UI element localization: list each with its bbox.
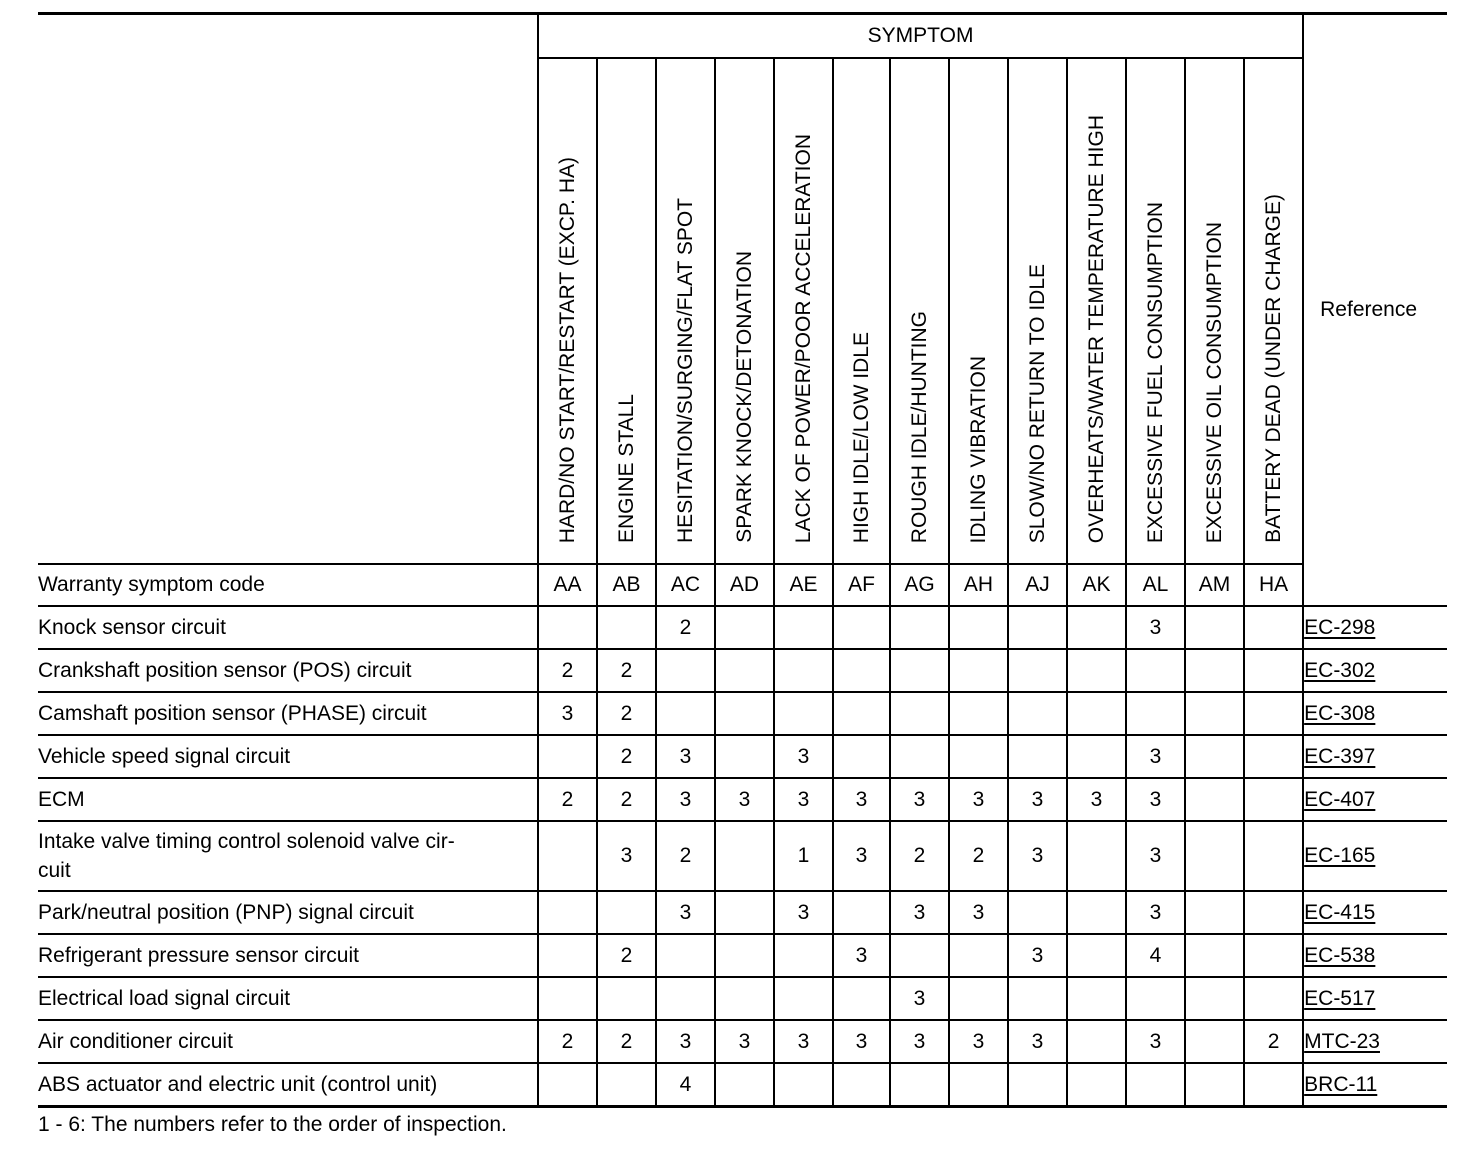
table-row [38, 1020, 1447, 1063]
symptom-header-label: ENGINE STALL [614, 394, 638, 543]
reference-cell [1303, 1020, 1447, 1063]
inspection-order-cell [1126, 692, 1185, 735]
warranty-code: AM [1185, 564, 1244, 606]
symptom-header-label: LACK OF POWER/POOR ACCELERATION [791, 133, 815, 543]
inspection-order-cell [833, 735, 890, 778]
inspection-order-cell [1244, 821, 1303, 891]
symptom-header [538, 58, 597, 564]
inspection-order-cell [1067, 1020, 1126, 1063]
inspection-order-cell: 3 [833, 821, 890, 891]
inspection-order-cell: 3 [1008, 1020, 1067, 1063]
table-row [38, 692, 1447, 735]
inspection-order-cell [538, 821, 597, 891]
component-label: Vehicle speed signal circuit [38, 735, 538, 778]
inspection-order-cell: 3 [656, 1020, 715, 1063]
inspection-order-cell [1244, 934, 1303, 977]
inspection-order-cell [949, 934, 1008, 977]
inspection-order-cell: 3 [656, 778, 715, 821]
inspection-order-cell [1244, 891, 1303, 934]
inspection-order-cell: 3 [949, 778, 1008, 821]
footnote: 1 - 6: The numbers refer to the order of inspection. [38, 1113, 507, 1136]
symptom-header [1126, 58, 1185, 564]
reference-cell [1303, 891, 1447, 934]
inspection-order-cell: 3 [890, 1020, 949, 1063]
symptom-group-header: SYMPTOM [538, 14, 1303, 59]
inspection-order-cell [1185, 735, 1244, 778]
inspection-order-cell: 3 [1067, 778, 1126, 821]
symptom-header-label: HESITATION/SURGING/FLAT SPOT [673, 198, 697, 543]
inspection-order-cell [833, 606, 890, 649]
symptom-matrix-table [38, 12, 1447, 1108]
inspection-order-cell [949, 606, 1008, 649]
component-label: Air conditioner circuit [38, 1020, 538, 1063]
inspection-order-cell [774, 934, 833, 977]
warranty-code-label: Warranty symptom code [38, 564, 538, 606]
reference-link[interactable]: EC-165 [1304, 844, 1376, 867]
inspection-order-cell [1185, 649, 1244, 692]
inspection-order-cell [538, 934, 597, 977]
reference-cell [1303, 934, 1447, 977]
inspection-order-cell [1185, 1063, 1244, 1107]
inspection-order-cell [1067, 934, 1126, 977]
symptom-header-label: HARD/NO START/RESTART (EXCP. HA) [555, 156, 579, 543]
reference-cell [1303, 692, 1447, 735]
inspection-order-cell [1244, 977, 1303, 1020]
symptom-header [656, 58, 715, 564]
symptom-header [1067, 58, 1126, 564]
inspection-order-cell [1185, 606, 1244, 649]
symptom-header [1244, 58, 1303, 564]
inspection-order-cell: 3 [1008, 934, 1067, 977]
inspection-order-cell [656, 692, 715, 735]
inspection-order-cell: 2 [890, 821, 949, 891]
inspection-order-cell: 3 [597, 821, 656, 891]
inspection-order-cell [597, 891, 656, 934]
inspection-order-cell [1126, 649, 1185, 692]
inspection-order-cell [833, 977, 890, 1020]
inspection-order-cell: 3 [1126, 1020, 1185, 1063]
symptom-header [597, 58, 656, 564]
symptom-header-label: HIGH IDLE/LOW IDLE [849, 331, 873, 543]
inspection-order-cell: 3 [656, 735, 715, 778]
inspection-order-cell [715, 891, 774, 934]
inspection-order-cell: 2 [597, 735, 656, 778]
inspection-order-cell [538, 977, 597, 1020]
inspection-order-cell [949, 1063, 1008, 1107]
inspection-order-cell [1244, 1063, 1303, 1107]
inspection-order-cell: 3 [774, 1020, 833, 1063]
warranty-code: AH [949, 564, 1008, 606]
symptom-header-label: EXCESSIVE OIL CONSUMPTION [1202, 221, 1226, 543]
inspection-order-cell [1185, 778, 1244, 821]
inspection-order-cell [715, 934, 774, 977]
warranty-code: AA [538, 564, 597, 606]
inspection-order-cell [1185, 1020, 1244, 1063]
inspection-order-cell [538, 891, 597, 934]
inspection-order-cell: 2 [538, 1020, 597, 1063]
warranty-code: AF [833, 564, 890, 606]
inspection-order-cell [890, 735, 949, 778]
warranty-code: AK [1067, 564, 1126, 606]
symptom-header-label: SLOW/NO RETURN TO IDLE [1025, 263, 1049, 543]
inspection-order-cell [715, 1063, 774, 1107]
inspection-order-cell [774, 977, 833, 1020]
symptom-header [1185, 58, 1244, 564]
reference-cell [1303, 977, 1447, 1020]
inspection-order-cell: 3 [774, 735, 833, 778]
reference-cell [1303, 821, 1447, 891]
inspection-order-cell [1067, 649, 1126, 692]
inspection-order-cell [1185, 692, 1244, 735]
inspection-order-cell [1185, 891, 1244, 934]
inspection-order-cell [1067, 735, 1126, 778]
component-rows [38, 606, 1447, 1107]
inspection-order-cell [833, 649, 890, 692]
inspection-order-cell [715, 649, 774, 692]
inspection-order-cell [949, 649, 1008, 692]
inspection-order-cell [1067, 891, 1126, 934]
component-label: ECM [38, 778, 538, 821]
table-row [38, 977, 1447, 1020]
inspection-order-cell: 3 [1008, 778, 1067, 821]
inspection-order-cell [1244, 606, 1303, 649]
inspection-order-cell [656, 934, 715, 977]
inspection-order-cell [1008, 977, 1067, 1020]
symptom-header [890, 58, 949, 564]
inspection-order-cell [597, 1063, 656, 1107]
component-label: Knock sensor circuit [38, 606, 538, 649]
component-label: Intake valve timing control solenoid valve cir- cuit [38, 821, 538, 891]
warranty-code: AG [890, 564, 949, 606]
inspection-order-cell [1244, 778, 1303, 821]
inspection-order-cell [715, 692, 774, 735]
inspection-order-cell [1008, 649, 1067, 692]
inspection-order-cell [774, 692, 833, 735]
table-row [38, 649, 1447, 692]
inspection-order-cell: 3 [1008, 821, 1067, 891]
inspection-order-cell [1008, 692, 1067, 735]
warranty-code: AD [715, 564, 774, 606]
inspection-order-cell: 3 [1126, 778, 1185, 821]
inspection-order-cell: 3 [890, 977, 949, 1020]
inspection-order-cell [538, 1063, 597, 1107]
component-label: Park/neutral position (PNP) signal circuit [38, 891, 538, 934]
inspection-order-cell [1008, 1063, 1067, 1107]
reference-cell [1303, 735, 1447, 778]
reference-link[interactable]: EC-407 [1304, 787, 1376, 811]
inspection-order-cell: 3 [833, 1020, 890, 1063]
inspection-order-cell: 3 [890, 778, 949, 821]
table-row [38, 606, 1447, 649]
inspection-order-cell: 2 [1244, 1020, 1303, 1063]
inspection-order-cell: 3 [890, 891, 949, 934]
inspection-order-cell [1244, 692, 1303, 735]
component-label: Refrigerant pressure sensor circuit [38, 934, 538, 977]
warranty-code: AL [1126, 564, 1185, 606]
reference-cell [1303, 606, 1447, 649]
inspection-order-cell: 2 [656, 821, 715, 891]
inspection-order-cell: 4 [656, 1063, 715, 1107]
warranty-code: AJ [1008, 564, 1067, 606]
inspection-order-cell [1067, 692, 1126, 735]
inspection-order-cell: 3 [949, 1020, 1008, 1063]
inspection-order-cell: 4 [1126, 934, 1185, 977]
component-label: Crankshaft position sensor (POS) circuit [38, 649, 538, 692]
reference-cell [1303, 778, 1447, 821]
reference-link[interactable]: EC-302 [1304, 658, 1376, 682]
inspection-order-cell [890, 692, 949, 735]
symptom-header [774, 58, 833, 564]
inspection-order-cell [1067, 977, 1126, 1020]
inspection-order-cell [774, 1063, 833, 1107]
inspection-order-cell [715, 821, 774, 891]
reference-link[interactable]: EC-298 [1304, 615, 1376, 639]
inspection-order-cell [1067, 606, 1126, 649]
symptom-header [833, 58, 890, 564]
inspection-order-cell [597, 606, 656, 649]
inspection-order-cell [656, 649, 715, 692]
symptom-header-label: ROUGH IDLE/HUNTING [907, 310, 931, 543]
table-row [38, 1063, 1447, 1107]
inspection-order-cell: 3 [1126, 735, 1185, 778]
inspection-order-cell [949, 977, 1008, 1020]
symptom-header-label: IDLING VIBRATION [966, 355, 990, 543]
inspection-order-cell [715, 606, 774, 649]
inspection-order-cell [890, 606, 949, 649]
inspection-order-cell: 2 [597, 934, 656, 977]
inspection-order-cell [1126, 977, 1185, 1020]
inspection-order-cell: 3 [538, 692, 597, 735]
inspection-order-cell [1008, 735, 1067, 778]
symptom-header [715, 58, 774, 564]
inspection-order-cell: 2 [656, 606, 715, 649]
warranty-code: AE [774, 564, 833, 606]
inspection-order-cell [1244, 735, 1303, 778]
inspection-order-cell [833, 891, 890, 934]
inspection-order-cell [1067, 821, 1126, 891]
inspection-order-cell: 3 [715, 778, 774, 821]
component-label: Camshaft position sensor (PHASE) circuit [38, 692, 538, 735]
inspection-order-cell [1008, 606, 1067, 649]
inspection-order-cell: 1 [774, 821, 833, 891]
reference-link[interactable]: EC-308 [1304, 701, 1376, 725]
inspection-order-cell: 3 [715, 1020, 774, 1063]
inspection-order-cell [1067, 1063, 1126, 1107]
inspection-order-cell: 3 [656, 891, 715, 934]
warranty-code: AC [656, 564, 715, 606]
symptom-header [949, 58, 1008, 564]
reference-link[interactable]: EC-397 [1304, 744, 1376, 768]
inspection-order-cell [597, 977, 656, 1020]
symptom-header-label: OVERHEATS/WATER TEMPERATURE HIGH [1084, 114, 1108, 543]
reference-cell [1303, 1063, 1447, 1107]
inspection-order-cell: 3 [1126, 891, 1185, 934]
inspection-order-cell [1185, 934, 1244, 977]
reference-link[interactable]: BRC-11 [1304, 1072, 1378, 1096]
component-label: Electrical load signal circuit [38, 977, 538, 1020]
inspection-order-cell: 2 [597, 778, 656, 821]
inspection-order-cell: 3 [1126, 606, 1185, 649]
inspection-order-cell [715, 977, 774, 1020]
symptom-header-label: EXCESSIVE FUEL CONSUMPTION [1143, 201, 1167, 543]
reference-link[interactable]: EC-538 [1304, 943, 1376, 967]
inspection-order-cell: 3 [949, 891, 1008, 934]
inspection-order-cell [1185, 977, 1244, 1020]
reference-link[interactable]: EC-517 [1304, 986, 1376, 1010]
inspection-order-cell [774, 606, 833, 649]
inspection-order-cell: 3 [774, 778, 833, 821]
corner-cell [38, 14, 538, 565]
inspection-order-cell: 3 [833, 934, 890, 977]
reference-link[interactable]: MTC-23 [1304, 1029, 1380, 1053]
warranty-code-row [38, 564, 1447, 606]
inspection-order-cell [1244, 649, 1303, 692]
inspection-order-cell [1185, 821, 1244, 891]
inspection-order-cell [656, 977, 715, 1020]
inspection-order-cell [890, 1063, 949, 1107]
inspection-order-cell [949, 692, 1008, 735]
reference-link[interactable]: EC-415 [1304, 900, 1376, 924]
inspection-order-cell [949, 735, 1008, 778]
table-row [38, 891, 1447, 934]
inspection-order-cell: 3 [833, 778, 890, 821]
warranty-code: AB [597, 564, 656, 606]
reference-header: Reference [1303, 14, 1447, 607]
symptom-header [1008, 58, 1067, 564]
inspection-order-cell [890, 649, 949, 692]
inspection-order-cell: 2 [538, 778, 597, 821]
table-row [38, 735, 1447, 778]
table-row [38, 934, 1447, 977]
inspection-order-cell [890, 934, 949, 977]
inspection-order-cell: 3 [1126, 821, 1185, 891]
inspection-order-cell [1126, 1063, 1185, 1107]
inspection-order-cell: 2 [597, 692, 656, 735]
inspection-order-cell [774, 649, 833, 692]
inspection-order-cell: 2 [597, 1020, 656, 1063]
inspection-order-cell [833, 1063, 890, 1107]
inspection-order-cell: 2 [538, 649, 597, 692]
symptom-header-label: BATTERY DEAD (UNDER CHARGE) [1261, 194, 1285, 543]
component-label: ABS actuator and electric unit (control unit) [38, 1063, 538, 1107]
symptom-header-label: SPARK KNOCK/DETONATION [732, 251, 756, 543]
inspection-order-cell [715, 735, 774, 778]
inspection-order-cell: 2 [597, 649, 656, 692]
table-row [38, 821, 1447, 891]
inspection-order-cell: 3 [774, 891, 833, 934]
reference-cell [1303, 649, 1447, 692]
inspection-order-cell [538, 606, 597, 649]
inspection-order-cell [833, 692, 890, 735]
warranty-code: HA [1244, 564, 1303, 606]
inspection-order-cell [1008, 891, 1067, 934]
inspection-order-cell [538, 735, 597, 778]
inspection-order-cell: 2 [949, 821, 1008, 891]
table-row [38, 778, 1447, 821]
